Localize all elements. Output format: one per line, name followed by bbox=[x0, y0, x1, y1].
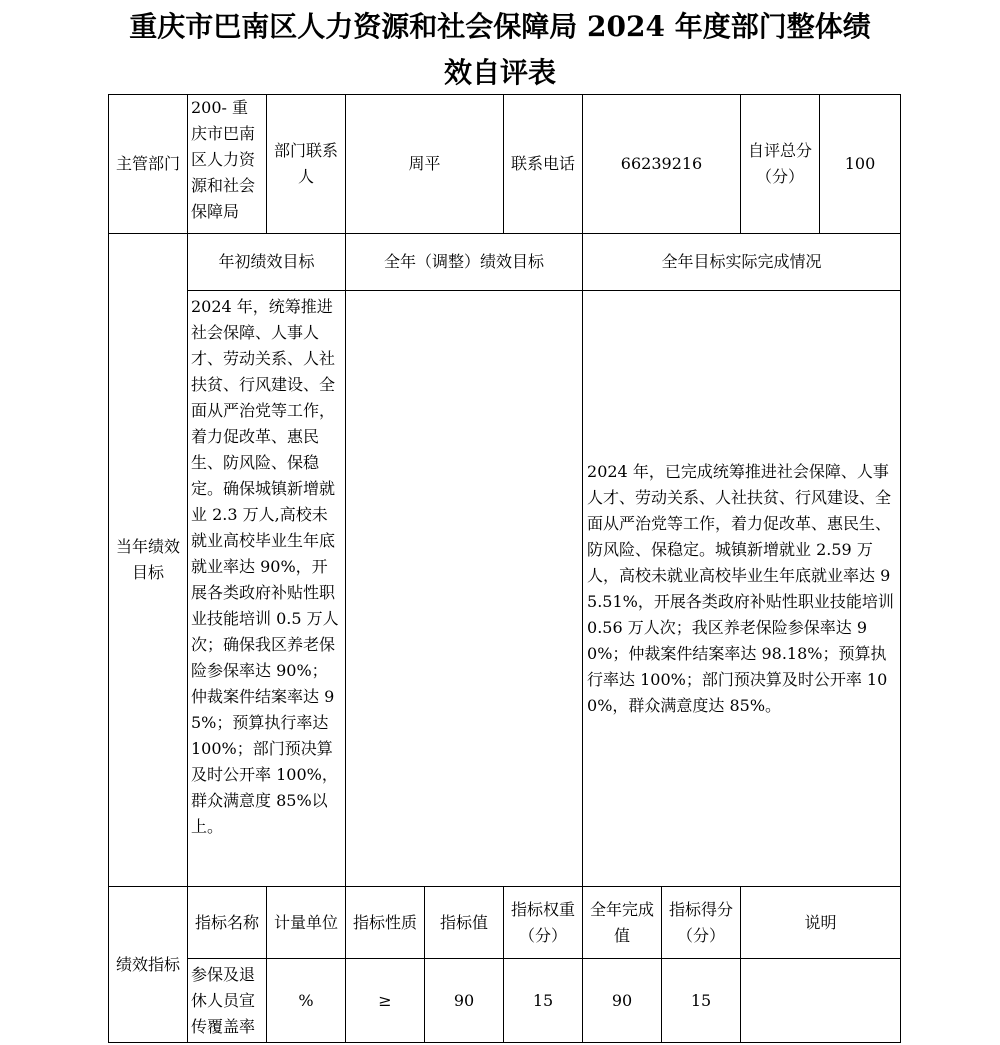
dept-label: 主管部门 bbox=[109, 95, 188, 234]
ind-row-unit: % bbox=[267, 959, 346, 1043]
ind-row-note bbox=[741, 959, 901, 1043]
page-title-line2: 效自评表 bbox=[443, 56, 556, 89]
ind-header-note: 说明 bbox=[741, 887, 901, 959]
ind-header-weight: 指标权重（分） bbox=[504, 887, 583, 959]
ind-header-name: 指标名称 bbox=[188, 887, 267, 959]
phone-value: 66239216 bbox=[583, 95, 741, 234]
page-title bbox=[0, 4, 1000, 96]
table-row bbox=[109, 959, 901, 1043]
goals-adjusted-text bbox=[346, 291, 583, 887]
page-title-line1: 重庆市巴南区人力资源和社会保障局 2024 年度部门整体绩 bbox=[129, 10, 871, 43]
phone-label: 联系电话 bbox=[504, 95, 583, 234]
ind-row-name: 参保及退休人员宣传覆盖率 bbox=[188, 959, 267, 1043]
score-label: 自评总分（分） bbox=[741, 95, 820, 234]
goals-header-row bbox=[109, 234, 901, 291]
contact-value: 周平 bbox=[346, 95, 504, 234]
ind-header-score: 指标得分（分） bbox=[662, 887, 741, 959]
dept-value: 200- 重庆市巴南区人力资源和社会保障局 bbox=[188, 95, 267, 234]
ind-header-nature: 指标性质 bbox=[346, 887, 425, 959]
ind-row-actual: 90 bbox=[583, 959, 662, 1043]
goals-content-row bbox=[109, 291, 901, 887]
ind-header-actual: 全年完成值 bbox=[583, 887, 662, 959]
ind-row-value: 90 bbox=[425, 959, 504, 1043]
goals-initial-text: 2024 年，统筹推进社会保障、人事人才、劳动关系、人社扶贫、行风建设、全面从严治党等工作，着力促改革、惠民生、防风险、保稳定。确保城镇新增就业 2.3 万人,高校未就业高校毕业生年底就业率达 90%，开展各类政府补贴性职业技能培训 0.5 万人次；确保我区养老保险参保率达 90%；仲裁案件结案率达 95%；预算执行率达 100%；部门预决算及时公开率 100%，群众满意度 85%以上。 bbox=[188, 291, 346, 887]
ind-header-value: 指标值 bbox=[425, 887, 504, 959]
score-value: 100 bbox=[820, 95, 901, 234]
evaluation-table bbox=[108, 94, 901, 1043]
ind-header-unit: 计量单位 bbox=[267, 887, 346, 959]
header-info-row bbox=[109, 95, 901, 234]
goals-col-adjusted: 全年（调整）绩效目标 bbox=[346, 234, 583, 291]
ind-row-weight: 15 bbox=[504, 959, 583, 1043]
contact-label: 部门联系人 bbox=[267, 95, 346, 234]
ind-row-nature: ≥ bbox=[346, 959, 425, 1043]
goals-section-label: 当年绩效目标 bbox=[109, 234, 188, 887]
goals-col-actual: 全年目标实际完成情况 bbox=[583, 234, 901, 291]
ind-row-score: 15 bbox=[662, 959, 741, 1043]
indicators-header-row bbox=[109, 887, 901, 959]
indicators-section-label: 绩效指标 bbox=[109, 887, 188, 1043]
goals-col-initial: 年初绩效目标 bbox=[188, 234, 346, 291]
goals-actual-text: 2024 年，已完成统筹推进社会保障、人事人才、劳动关系、人社扶贫、行风建设、全面从严治党等工作，着力促改革、惠民生、防风险、保稳定。城镇新增就业 2.59 万人，高校未就业高校毕业生年底就业率达 95.51%，开展各类政府补贴性职业技能培训 0.56 万人次；我区养老保险参保率达 90%；仲裁案件结案率达 98.18%；预算执行率达 100%；部门预决算及时公开率 100%，群众满意度达 85%。 bbox=[583, 291, 901, 887]
